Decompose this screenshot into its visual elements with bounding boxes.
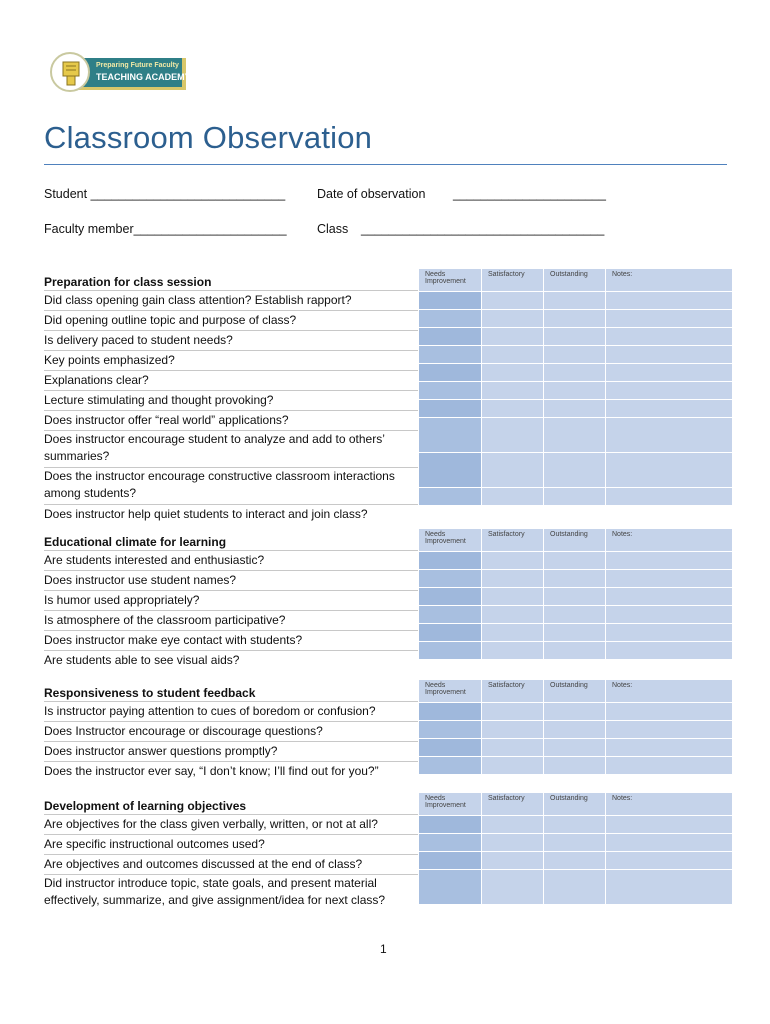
rating-cell[interactable] — [482, 453, 544, 488]
column-header: Notes: — [606, 680, 733, 703]
rating-cell[interactable] — [544, 703, 606, 721]
question-item: Are objectives and outcomes discussed at the end of class? — [44, 854, 418, 874]
logo-line1: Preparing Future Faculty — [96, 62, 179, 69]
column-header: Needs Improvement — [419, 269, 482, 292]
rating-cell[interactable] — [419, 642, 482, 660]
rating-cell[interactable] — [419, 310, 482, 328]
question-item: Does Instructor encourage or discourage questions? — [44, 721, 418, 741]
question-item: Does instructor encourage student to analyze and add to others’ summaries? — [44, 430, 418, 467]
rating-cell[interactable] — [544, 310, 606, 328]
rating-cell[interactable] — [482, 588, 544, 606]
rating-cell[interactable] — [482, 418, 544, 453]
rating-cell[interactable] — [419, 400, 482, 418]
column-header: Outstanding — [544, 529, 606, 552]
rating-cell[interactable] — [482, 552, 544, 570]
notes-cell[interactable] — [606, 642, 733, 660]
rating-cell[interactable] — [482, 852, 544, 870]
student-field[interactable]: Student ____________________________ — [44, 187, 286, 201]
rating-cell[interactable] — [544, 721, 606, 739]
rating-cell[interactable] — [482, 292, 544, 310]
question-item: Are students interested and enthusiastic? — [44, 550, 418, 570]
column-header: Satisfactory — [482, 793, 544, 816]
rating-cell[interactable] — [544, 418, 606, 453]
rating-cell[interactable] — [482, 570, 544, 588]
logo-emblem-icon — [50, 52, 90, 92]
question-item: Does instructor answer questions promptly? — [44, 741, 418, 761]
rating-cell[interactable] — [544, 606, 606, 624]
notes-cell[interactable] — [606, 328, 733, 346]
logo-banner — [74, 58, 191, 90]
question-item: Is atmosphere of the classroom participative? — [44, 610, 418, 630]
rating-cell[interactable] — [482, 642, 544, 660]
rating-cell[interactable] — [482, 310, 544, 328]
rating-cell[interactable] — [544, 870, 606, 905]
teaching-academy-logo — [50, 52, 190, 96]
question-item: Does instructor make eye contact with students? — [44, 630, 418, 650]
notes-cell[interactable] — [606, 816, 733, 834]
column-header: Satisfactory — [482, 269, 544, 292]
column-header: Satisfactory — [482, 680, 544, 703]
rating-cell[interactable] — [544, 739, 606, 757]
rating-grid — [418, 792, 733, 905]
column-header: Needs Improvement — [419, 680, 482, 703]
notes-cell[interactable] — [606, 834, 733, 852]
rating-cell[interactable] — [544, 488, 606, 506]
rating-cell[interactable] — [544, 552, 606, 570]
rating-cell[interactable] — [419, 418, 482, 453]
notes-cell[interactable] — [606, 870, 733, 905]
rating-cell[interactable] — [419, 570, 482, 588]
rating-cell[interactable] — [419, 816, 482, 834]
notes-cell[interactable] — [606, 588, 733, 606]
question-item: Does the instructor encourage constructive classroom interactions among students? — [44, 467, 418, 504]
rating-cell[interactable] — [419, 488, 482, 506]
section-heading: Development of learning objectives — [44, 799, 247, 813]
notes-cell[interactable] — [606, 570, 733, 588]
rating-cell[interactable] — [482, 364, 544, 382]
question-item: Are objectives for the class given verbally, written, or not at all? — [44, 814, 418, 834]
rating-cell[interactable] — [419, 852, 482, 870]
rating-cell[interactable] — [419, 453, 482, 488]
rating-cell[interactable] — [419, 739, 482, 757]
question-item: Did class opening gain class attention? Establish rapport? — [44, 290, 418, 310]
rating-cell[interactable] — [419, 364, 482, 382]
column-header: Notes: — [606, 529, 733, 552]
rating-cell[interactable] — [419, 588, 482, 606]
rating-cell[interactable] — [482, 834, 544, 852]
notes-cell[interactable] — [606, 852, 733, 870]
rating-cell[interactable] — [482, 488, 544, 506]
question-column — [44, 679, 418, 781]
column-header: Outstanding — [544, 269, 606, 292]
rating-cell[interactable] — [544, 382, 606, 400]
question-item: Explanations clear? — [44, 370, 418, 390]
notes-cell[interactable] — [606, 346, 733, 364]
rating-grid — [418, 268, 733, 506]
rating-cell[interactable] — [419, 624, 482, 642]
title-divider — [44, 164, 727, 165]
rating-cell[interactable] — [419, 834, 482, 852]
column-header: Needs Improvement — [419, 529, 482, 552]
notes-cell[interactable] — [606, 739, 733, 757]
question-item: Key points emphasized? — [44, 350, 418, 370]
rating-cell[interactable] — [482, 721, 544, 739]
question-item: Lecture stimulating and thought provoking? — [44, 390, 418, 410]
notes-cell[interactable] — [606, 488, 733, 506]
rating-cell[interactable] — [482, 739, 544, 757]
rating-grid — [418, 679, 733, 775]
question-item: Is humor used appropriately? — [44, 590, 418, 610]
notes-cell[interactable] — [606, 552, 733, 570]
rating-cell[interactable] — [482, 346, 544, 364]
notes-cell[interactable] — [606, 418, 733, 453]
column-header: Needs Improvement — [419, 793, 482, 816]
rating-cell[interactable] — [544, 852, 606, 870]
rating-grid — [418, 528, 733, 660]
rating-cell[interactable] — [419, 870, 482, 905]
notes-cell[interactable] — [606, 606, 733, 624]
rating-cell[interactable] — [482, 624, 544, 642]
rating-cell[interactable] — [419, 757, 482, 775]
column-header: Notes: — [606, 793, 733, 816]
notes-cell[interactable] — [606, 400, 733, 418]
rating-cell[interactable] — [544, 624, 606, 642]
rating-cell[interactable] — [544, 588, 606, 606]
rating-cell[interactable] — [544, 570, 606, 588]
rating-cell[interactable] — [419, 346, 482, 364]
rating-cell[interactable] — [544, 816, 606, 834]
rating-cell[interactable] — [544, 346, 606, 364]
notes-cell[interactable] — [606, 757, 733, 775]
rating-cell[interactable] — [544, 834, 606, 852]
rating-cell[interactable] — [419, 382, 482, 400]
section-heading: Responsiveness to student feedback — [44, 686, 256, 700]
faculty-field[interactable]: Faculty member______________________ — [44, 222, 287, 236]
rating-cell[interactable] — [482, 328, 544, 346]
class-field[interactable]: ___________________________________ — [361, 222, 605, 236]
page-number: 1 — [380, 942, 387, 956]
rating-cell[interactable] — [419, 703, 482, 721]
rating-cell[interactable] — [419, 328, 482, 346]
question-item: Does instructor help quiet students to interact and join class? — [44, 504, 418, 524]
question-item: Is instructor paying attention to cues of boredom or confusion? — [44, 701, 418, 721]
rating-cell[interactable] — [482, 757, 544, 775]
column-header: Outstanding — [544, 680, 606, 703]
rating-cell[interactable] — [419, 606, 482, 624]
rating-cell[interactable] — [482, 382, 544, 400]
rating-cell[interactable] — [544, 292, 606, 310]
question-column — [44, 528, 418, 670]
notes-cell[interactable] — [606, 453, 733, 488]
column-header: Satisfactory — [482, 529, 544, 552]
rating-cell[interactable] — [419, 721, 482, 739]
rating-cell[interactable] — [482, 703, 544, 721]
section-heading: Educational climate for learning — [44, 535, 227, 549]
question-item: Does instructor use student names? — [44, 570, 418, 590]
question-item: Does instructor offer “real world” applications? — [44, 410, 418, 430]
rating-cell[interactable] — [419, 552, 482, 570]
rating-cell[interactable] — [419, 292, 482, 310]
question-item: Did opening outline topic and purpose of class? — [44, 310, 418, 330]
date-label: Date of observation — [317, 187, 426, 201]
rating-cell[interactable] — [482, 606, 544, 624]
notes-cell[interactable] — [606, 382, 733, 400]
rating-cell[interactable] — [482, 870, 544, 905]
rating-cell[interactable] — [482, 400, 544, 418]
notes-cell[interactable] — [606, 624, 733, 642]
page-title: Classroom Observation — [44, 120, 373, 155]
notes-cell[interactable] — [606, 721, 733, 739]
logo-line2: TEACHING ACADEMY — [96, 72, 191, 82]
rating-cell[interactable] — [544, 328, 606, 346]
question-item: Is delivery paced to student needs? — [44, 330, 418, 350]
notes-cell[interactable] — [606, 703, 733, 721]
column-header: Outstanding — [544, 793, 606, 816]
section-heading: Preparation for class session — [44, 275, 212, 289]
question-column — [44, 268, 418, 524]
notes-cell[interactable] — [606, 292, 733, 310]
question-column — [44, 792, 418, 911]
question-item: Are specific instructional outcomes used? — [44, 834, 418, 854]
question-item: Does the instructor ever say, “I don’t know; I’ll find out for you?” — [44, 761, 418, 781]
rating-cell[interactable] — [544, 453, 606, 488]
class-label: Class — [317, 222, 349, 236]
question-item: Are students able to see visual aids? — [44, 650, 418, 670]
rating-cell[interactable] — [544, 757, 606, 775]
date-field[interactable]: ______________________ — [453, 187, 606, 201]
rating-cell[interactable] — [482, 816, 544, 834]
notes-cell[interactable] — [606, 364, 733, 382]
question-item: Did instructor introduce topic, state goals, and present material effectively, summarize, and give assignment/idea for next class? — [44, 874, 418, 911]
rating-cell[interactable] — [544, 642, 606, 660]
rating-cell[interactable] — [544, 400, 606, 418]
column-header: Notes: — [606, 269, 733, 292]
rating-cell[interactable] — [544, 364, 606, 382]
notes-cell[interactable] — [606, 310, 733, 328]
